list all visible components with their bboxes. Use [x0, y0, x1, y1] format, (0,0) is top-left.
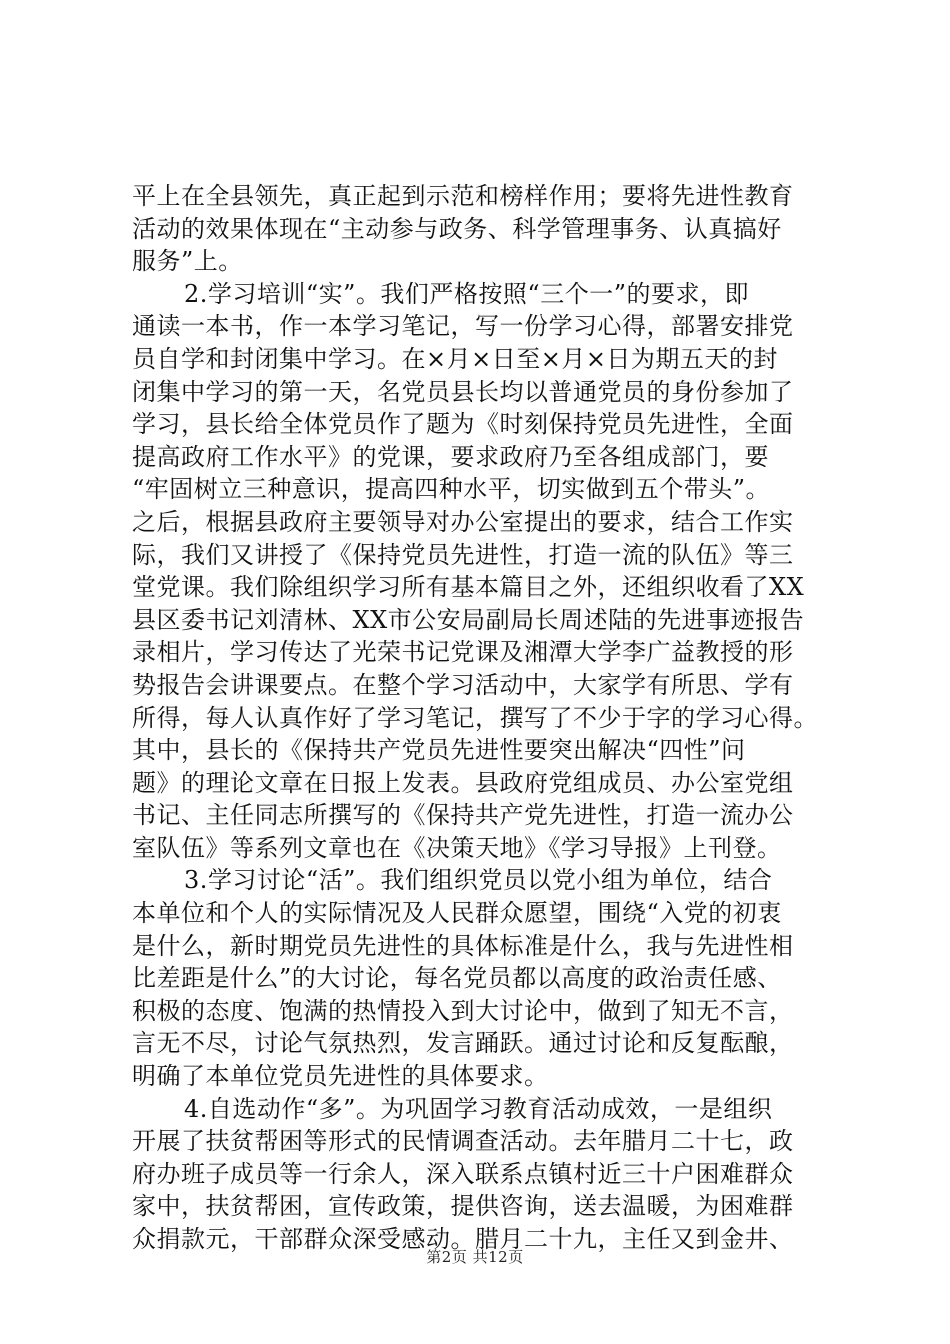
text-line: 题》的理论文章在日报上发表。县政府党组成员、办公室党组: [132, 768, 794, 797]
text-line: 比差距是什么”的大讨论，每名党员都以高度的政治责任感、: [132, 964, 782, 993]
text-line: 员自学和封闭集中学习。在×月×日至×月×日为期五天的封: [132, 344, 778, 373]
text-line: 通读一本书，作一本学习笔记，写一份学习心得，部署安排党: [132, 312, 794, 341]
text-line: 活动的效果体现在“主动参与政务、科学管理事务、认真搞好: [132, 214, 782, 243]
text-line: 之后，根据县政府主要领导对办公室提出的要求，结合工作实: [132, 507, 794, 536]
text-line: 本单位和个人的实际情况及人民群众愿望，围绕“入党的初衷: [132, 899, 782, 928]
text-line: 服务”上。: [132, 247, 243, 276]
text-line: 平上在全县领先，真正起到示范和榜样作用；要将先进性教育: [132, 182, 794, 210]
text-line: 家中，扶贫帮困，宣传政策，提供咨询，送去温暖，为困难群: [132, 1192, 794, 1221]
text-line: 所得，每人认真作好了学习笔记，撰写了不少于字的学习心得。: [132, 703, 818, 732]
text-line: 书记、主任同志所撰写的《保持共产党先进性，打造一流办公: [132, 801, 794, 830]
text-line: 室队伍》等系列文章也在《决策天地》《学习导报》上刊登。: [132, 833, 782, 862]
text-line: 4.自选动作“多”。为巩固学习教育活动成效，一是组织: [184, 1094, 773, 1123]
text-line: 提高政府工作水平》的党课，要求政府乃至各组成部门，要: [132, 442, 769, 471]
text-line: 学习，县长给全体党员作了题为《时刻保持党员先进性，全面: [132, 410, 794, 439]
text-line: 言无不尽，讨论气氛热烈，发言踊跃。通过讨论和反复酝酿，: [132, 1029, 794, 1058]
text-line: 是什么，新时期党员先进性的具体标准是什么，我与先进性相: [132, 931, 794, 960]
text-line: 开展了扶贫帮困等形式的民情调查活动。去年腊月二十七，政: [132, 1127, 794, 1156]
text-line: 明确了本单位党员先进性的具体要求。: [132, 1062, 549, 1091]
text-line: 2.学习培训“实”。我们严格按照“三个一”的要求，即: [184, 279, 749, 308]
text-line: 积极的态度、饱满的热情投入到大讨论中，做到了知无不言，: [132, 996, 794, 1025]
text-line: 府办班子成员等一行余人，深入联系点镇村近三十户困难群众: [132, 1159, 794, 1188]
text-line: 际，我们又讲授了《保持党员先进性，打造一流的队伍》等三: [132, 540, 794, 569]
text-line: 录相片，学习传达了光荣书记党课及湘潭大学李广益教授的形: [132, 638, 794, 667]
page-footer: 第2页 共12页: [426, 1248, 524, 1266]
text-line: 众捐款元，干部群众深受感动。腊月二十九，主任又到金井、: [132, 1225, 794, 1253]
text-line: 堂党课。我们除组织学习所有基本篇目之外，还组织收看了XX: [132, 573, 805, 602]
text-line: 3.学习讨论“活”。我们组织党员以党小组为单位，结合: [184, 866, 773, 895]
document-body: [132, 180, 832, 1256]
text-line: 闭集中学习的第一天，名党员县长均以普通党员的身份参加了: [132, 377, 794, 406]
text-line: 其中，县长的《保持共产党员先进性要突出解决“四性”问: [132, 736, 746, 765]
text-line: 县区委书记刘清林、XX市公安局副局长周述陆的先进事迹报告: [132, 605, 805, 634]
text-line: 势报告会讲课要点。在整个学习活动中，大家学有所思、学有: [132, 670, 794, 699]
text-line: “牢固树立三种意识，提高四种水平，切实做到五个带头”。: [132, 475, 771, 504]
